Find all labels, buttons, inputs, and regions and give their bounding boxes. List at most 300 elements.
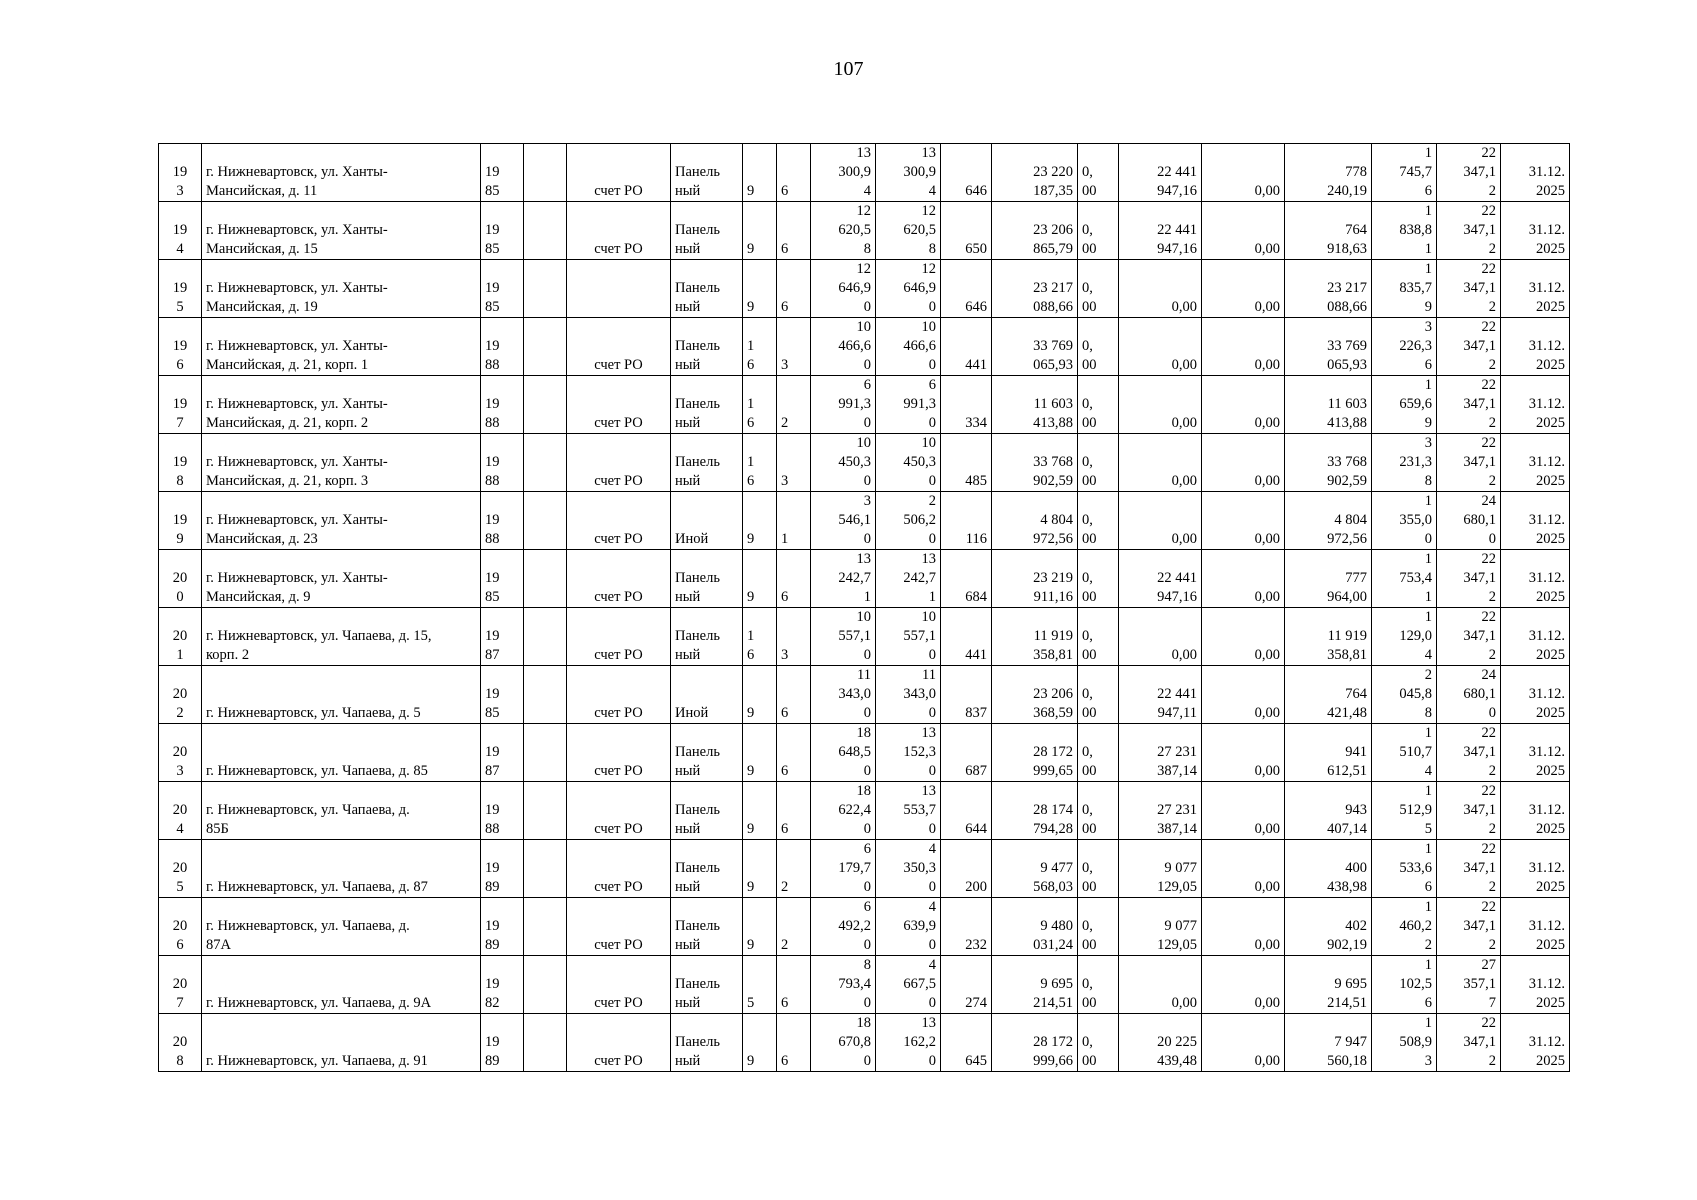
limit-cost-cell: 24 680,1 0 (1437, 666, 1501, 724)
fund-method-cell: счет РО (567, 144, 671, 202)
row-number-cell: 20 3 (159, 724, 202, 782)
blank-cell (524, 724, 567, 782)
cost-budget-cell: 27 231 387,14 (1119, 782, 1202, 840)
cost-fund-cell: 0, 00 (1078, 898, 1119, 956)
row-number-cell: 19 3 (159, 144, 202, 202)
limit-cost-cell: 22 347,1 2 (1437, 1014, 1501, 1072)
fund-method-cell: счет РО (567, 898, 671, 956)
table-row (159, 1014, 1570, 1072)
fund-method-cell: счет РО (567, 840, 671, 898)
fund-method-cell: счет РО (567, 956, 671, 1014)
table-row (159, 550, 1570, 608)
cost-fund-cell: 0, 00 (1078, 666, 1119, 724)
cost-fund-cell: 0, 00 (1078, 1014, 1119, 1072)
cost-fund-cell: 0, 00 (1078, 202, 1119, 260)
blank-cell (524, 376, 567, 434)
total-area-cell: 6 991,3 0 (811, 376, 876, 434)
wall-material-cell: Иной (671, 666, 743, 724)
deadline-cell: 31.12. 2025 (1501, 840, 1570, 898)
fund-method-cell: счет РО (567, 550, 671, 608)
wall-material-cell: Панель ный (671, 724, 743, 782)
cost-owners-cell: 764 918,63 (1285, 202, 1372, 260)
total-cost-cell: 9 477 568,03 (992, 840, 1078, 898)
address-cell: г. Нижневартовск, ул. Чапаева, д. 9А (202, 956, 481, 1014)
residential-area-cell: 4 667,5 0 (876, 956, 941, 1014)
floors-cell: 9 (743, 202, 777, 260)
table-row (159, 724, 1570, 782)
cost-local-cell: 0,00 (1202, 376, 1285, 434)
floors-cell: 9 (743, 782, 777, 840)
total-cost-cell: 23 217 088,66 (992, 260, 1078, 318)
year-built-cell: 19 82 (481, 956, 524, 1014)
address-cell: г. Нижневартовск, ул. Ханты- Мансийская, д. 19 (202, 260, 481, 318)
deadline-cell: 31.12. 2025 (1501, 492, 1570, 550)
table-row (159, 782, 1570, 840)
cost-local-cell: 0,00 (1202, 724, 1285, 782)
cost-fund-cell: 0, 00 (1078, 376, 1119, 434)
total-area-cell: 8 793,4 0 (811, 956, 876, 1014)
year-built-cell: 19 89 (481, 898, 524, 956)
year-built-cell: 19 88 (481, 782, 524, 840)
total-area-cell: 13 242,7 1 (811, 550, 876, 608)
fund-method-cell: счет РО (567, 1014, 671, 1072)
fund-method-cell: счет РО (567, 782, 671, 840)
cost-local-cell: 0,00 (1202, 492, 1285, 550)
residents-cell: 274 (941, 956, 992, 1014)
unit-cost-cell: 1 533,6 6 (1372, 840, 1437, 898)
limit-cost-cell: 22 347,1 2 (1437, 782, 1501, 840)
residential-area-cell: 13 152,3 0 (876, 724, 941, 782)
fund-method-cell: счет РО (567, 492, 671, 550)
residential-area-cell: 6 991,3 0 (876, 376, 941, 434)
limit-cost-cell: 22 347,1 2 (1437, 434, 1501, 492)
deadline-cell: 31.12. 2025 (1501, 550, 1570, 608)
cost-owners-cell: 941 612,51 (1285, 724, 1372, 782)
blank-cell (524, 202, 567, 260)
entrances-cell: 2 (777, 898, 811, 956)
row-number-cell: 20 1 (159, 608, 202, 666)
deadline-cell: 31.12. 2025 (1501, 144, 1570, 202)
limit-cost-cell: 22 347,1 2 (1437, 724, 1501, 782)
fund-method-cell: счет РО (567, 202, 671, 260)
address-cell: г. Нижневартовск, ул. Чапаева, д. 5 (202, 666, 481, 724)
entrances-cell: 2 (777, 376, 811, 434)
residential-area-cell: 4 350,3 0 (876, 840, 941, 898)
residents-cell: 116 (941, 492, 992, 550)
table-row (159, 376, 1570, 434)
total-cost-cell: 28 172 999,66 (992, 1014, 1078, 1072)
limit-cost-cell: 22 347,1 2 (1437, 376, 1501, 434)
total-area-cell: 18 670,8 0 (811, 1014, 876, 1072)
residential-area-cell: 10 557,1 0 (876, 608, 941, 666)
year-built-cell: 19 88 (481, 434, 524, 492)
cost-owners-cell: 402 902,19 (1285, 898, 1372, 956)
row-number-cell: 20 7 (159, 956, 202, 1014)
table-row (159, 318, 1570, 376)
wall-material-cell: Панель ный (671, 376, 743, 434)
row-number-cell: 19 6 (159, 318, 202, 376)
cost-owners-cell: 11 603 413,88 (1285, 376, 1372, 434)
blank-cell (524, 782, 567, 840)
address-cell: г. Нижневартовск, ул. Чапаева, д. 87А (202, 898, 481, 956)
deadline-cell: 31.12. 2025 (1501, 1014, 1570, 1072)
cost-fund-cell: 0, 00 (1078, 550, 1119, 608)
deadline-cell: 31.12. 2025 (1501, 376, 1570, 434)
floors-cell: 9 (743, 898, 777, 956)
cost-local-cell: 0,00 (1202, 434, 1285, 492)
limit-cost-cell: 22 347,1 2 (1437, 202, 1501, 260)
fund-method-cell (567, 260, 671, 318)
address-cell: г. Нижневартовск, ул. Чапаева, д. 15, корп. 2 (202, 608, 481, 666)
cost-fund-cell: 0, 00 (1078, 956, 1119, 1014)
total-cost-cell: 23 206 368,59 (992, 666, 1078, 724)
year-built-cell: 19 89 (481, 840, 524, 898)
wall-material-cell: Панель ный (671, 202, 743, 260)
total-cost-cell: 11 919 358,81 (992, 608, 1078, 666)
unit-cost-cell: 1 355,0 0 (1372, 492, 1437, 550)
deadline-cell: 31.12. 2025 (1501, 724, 1570, 782)
blank-cell (524, 318, 567, 376)
year-built-cell: 19 87 (481, 608, 524, 666)
floors-cell: 5 (743, 956, 777, 1014)
table-row (159, 608, 1570, 666)
wall-material-cell: Панель ный (671, 434, 743, 492)
residential-area-cell: 13 300,9 4 (876, 144, 941, 202)
cost-local-cell: 0,00 (1202, 898, 1285, 956)
address-cell: г. Нижневартовск, ул. Чапаева, д. 91 (202, 1014, 481, 1072)
total-cost-cell: 11 603 413,88 (992, 376, 1078, 434)
residents-cell: 232 (941, 898, 992, 956)
residential-area-cell: 13 553,7 0 (876, 782, 941, 840)
deadline-cell: 31.12. 2025 (1501, 898, 1570, 956)
residential-area-cell: 10 450,3 0 (876, 434, 941, 492)
cost-owners-cell: 11 919 358,81 (1285, 608, 1372, 666)
residential-area-cell: 13 242,7 1 (876, 550, 941, 608)
fund-method-cell: счет РО (567, 608, 671, 666)
cost-budget-cell: 9 077 129,05 (1119, 840, 1202, 898)
total-area-cell: 10 557,1 0 (811, 608, 876, 666)
year-built-cell: 19 88 (481, 376, 524, 434)
row-number-cell: 20 0 (159, 550, 202, 608)
address-cell: г. Нижневартовск, ул. Чапаева, д. 85Б (202, 782, 481, 840)
address-cell: г. Нижневартовск, ул. Чапаева, д. 85 (202, 724, 481, 782)
total-area-cell: 18 622,4 0 (811, 782, 876, 840)
cost-owners-cell: 400 438,98 (1285, 840, 1372, 898)
row-number-cell: 20 8 (159, 1014, 202, 1072)
cost-local-cell: 0,00 (1202, 202, 1285, 260)
blank-cell (524, 144, 567, 202)
floors-cell: 1 6 (743, 608, 777, 666)
year-built-cell: 19 85 (481, 144, 524, 202)
row-number-cell: 19 5 (159, 260, 202, 318)
blank-cell (524, 956, 567, 1014)
cost-owners-cell: 778 240,19 (1285, 144, 1372, 202)
residential-area-cell: 2 506,2 0 (876, 492, 941, 550)
wall-material-cell: Иной (671, 492, 743, 550)
total-cost-cell: 28 172 999,65 (992, 724, 1078, 782)
total-area-cell: 3 546,1 0 (811, 492, 876, 550)
address-cell: г. Нижневартовск, ул. Ханты- Мансийская, д. 11 (202, 144, 481, 202)
table-row (159, 434, 1570, 492)
year-built-cell: 19 85 (481, 550, 524, 608)
deadline-cell: 31.12. 2025 (1501, 608, 1570, 666)
table-row (159, 840, 1570, 898)
row-number-cell: 19 8 (159, 434, 202, 492)
total-area-cell: 12 646,9 0 (811, 260, 876, 318)
fund-method-cell: счет РО (567, 376, 671, 434)
total-cost-cell: 23 206 865,79 (992, 202, 1078, 260)
unit-cost-cell: 1 512,9 5 (1372, 782, 1437, 840)
residents-cell: 441 (941, 318, 992, 376)
year-built-cell: 19 85 (481, 202, 524, 260)
deadline-cell: 31.12. 2025 (1501, 434, 1570, 492)
cost-fund-cell: 0, 00 (1078, 434, 1119, 492)
wall-material-cell: Панель ный (671, 318, 743, 376)
row-number-cell: 20 5 (159, 840, 202, 898)
total-area-cell: 12 620,5 8 (811, 202, 876, 260)
wall-material-cell: Панель ный (671, 608, 743, 666)
table-row (159, 898, 1570, 956)
deadline-cell: 31.12. 2025 (1501, 956, 1570, 1014)
cost-local-cell: 0,00 (1202, 608, 1285, 666)
year-built-cell: 19 89 (481, 1014, 524, 1072)
residents-cell: 200 (941, 840, 992, 898)
row-number-cell: 20 2 (159, 666, 202, 724)
cost-budget-cell: 0,00 (1119, 318, 1202, 376)
total-area-cell: 11 343,0 0 (811, 666, 876, 724)
cost-fund-cell: 0, 00 (1078, 318, 1119, 376)
floors-cell: 1 6 (743, 318, 777, 376)
cost-budget-cell: 0,00 (1119, 956, 1202, 1014)
residents-cell: 837 (941, 666, 992, 724)
table-row (159, 492, 1570, 550)
floors-cell: 1 6 (743, 376, 777, 434)
fund-method-cell: счет РО (567, 434, 671, 492)
address-cell: г. Нижневартовск, ул. Ханты- Мансийская, д. 9 (202, 550, 481, 608)
cost-budget-cell: 22 441 947,16 (1119, 144, 1202, 202)
entrances-cell: 3 (777, 434, 811, 492)
unit-cost-cell: 1 102,5 6 (1372, 956, 1437, 1014)
address-cell: г. Нижневартовск, ул. Ханты- Мансийская, д. 21, корп. 1 (202, 318, 481, 376)
residents-cell: 650 (941, 202, 992, 260)
wall-material-cell: Панель ный (671, 782, 743, 840)
residents-cell: 441 (941, 608, 992, 666)
unit-cost-cell: 3 226,3 6 (1372, 318, 1437, 376)
blank-cell (524, 492, 567, 550)
row-number-cell: 19 4 (159, 202, 202, 260)
cost-local-cell: 0,00 (1202, 1014, 1285, 1072)
entrances-cell: 6 (777, 1014, 811, 1072)
cost-owners-cell: 33 769 065,93 (1285, 318, 1372, 376)
floors-cell: 9 (743, 260, 777, 318)
cost-fund-cell: 0, 00 (1078, 260, 1119, 318)
cost-fund-cell: 0, 00 (1078, 724, 1119, 782)
address-cell: г. Нижневартовск, ул. Чапаева, д. 87 (202, 840, 481, 898)
blank-cell (524, 608, 567, 666)
residential-area-cell: 13 162,2 0 (876, 1014, 941, 1072)
limit-cost-cell: 24 680,1 0 (1437, 492, 1501, 550)
residents-cell: 485 (941, 434, 992, 492)
residents-cell: 645 (941, 1014, 992, 1072)
table-row (159, 956, 1570, 1014)
wall-material-cell: Панель ный (671, 260, 743, 318)
unit-cost-cell: 1 659,6 9 (1372, 376, 1437, 434)
cost-fund-cell: 0, 00 (1078, 492, 1119, 550)
cost-local-cell: 0,00 (1202, 666, 1285, 724)
deadline-cell: 31.12. 2025 (1501, 260, 1570, 318)
residents-cell: 334 (941, 376, 992, 434)
cost-owners-cell: 4 804 972,56 (1285, 492, 1372, 550)
cost-budget-cell: 0,00 (1119, 376, 1202, 434)
total-area-cell: 18 648,5 0 (811, 724, 876, 782)
total-cost-cell: 23 219 911,16 (992, 550, 1078, 608)
cost-budget-cell: 9 077 129,05 (1119, 898, 1202, 956)
unit-cost-cell: 1 508,9 3 (1372, 1014, 1437, 1072)
address-cell: г. Нижневартовск, ул. Ханты- Мансийская, д. 21, корп. 2 (202, 376, 481, 434)
deadline-cell: 31.12. 2025 (1501, 202, 1570, 260)
limit-cost-cell: 22 347,1 2 (1437, 898, 1501, 956)
total-area-cell: 10 466,6 0 (811, 318, 876, 376)
row-number-cell: 20 4 (159, 782, 202, 840)
year-built-cell: 19 85 (481, 260, 524, 318)
unit-cost-cell: 1 510,7 4 (1372, 724, 1437, 782)
unit-cost-cell: 1 753,4 1 (1372, 550, 1437, 608)
total-cost-cell: 9 695 214,51 (992, 956, 1078, 1014)
entrances-cell: 1 (777, 492, 811, 550)
residential-area-cell: 11 343,0 0 (876, 666, 941, 724)
address-cell: г. Нижневартовск, ул. Ханты- Мансийская, д. 15 (202, 202, 481, 260)
unit-cost-cell: 1 745,7 6 (1372, 144, 1437, 202)
housing-registry-table (158, 143, 1570, 1072)
blank-cell (524, 840, 567, 898)
entrances-cell: 6 (777, 956, 811, 1014)
residents-cell: 646 (941, 260, 992, 318)
unit-cost-cell: 3 231,3 8 (1372, 434, 1437, 492)
total-cost-cell: 9 480 031,24 (992, 898, 1078, 956)
unit-cost-cell: 1 838,8 1 (1372, 202, 1437, 260)
cost-local-cell: 0,00 (1202, 318, 1285, 376)
total-area-cell: 10 450,3 0 (811, 434, 876, 492)
table-row (159, 666, 1570, 724)
entrances-cell: 6 (777, 782, 811, 840)
cost-local-cell: 0,00 (1202, 144, 1285, 202)
fund-method-cell: счет РО (567, 666, 671, 724)
entrances-cell: 6 (777, 724, 811, 782)
total-cost-cell: 4 804 972,56 (992, 492, 1078, 550)
cost-fund-cell: 0, 00 (1078, 840, 1119, 898)
limit-cost-cell: 22 347,1 2 (1437, 840, 1501, 898)
cost-owners-cell: 764 421,48 (1285, 666, 1372, 724)
floors-cell: 9 (743, 144, 777, 202)
cost-owners-cell: 9 695 214,51 (1285, 956, 1372, 1014)
total-area-cell: 13 300,9 4 (811, 144, 876, 202)
wall-material-cell: Панель ный (671, 1014, 743, 1072)
cost-owners-cell: 943 407,14 (1285, 782, 1372, 840)
floors-cell: 9 (743, 1014, 777, 1072)
cost-owners-cell: 33 768 902,59 (1285, 434, 1372, 492)
blank-cell (524, 666, 567, 724)
floors-cell: 1 6 (743, 434, 777, 492)
cost-local-cell: 0,00 (1202, 782, 1285, 840)
table-row (159, 260, 1570, 318)
wall-material-cell: Панель ный (671, 550, 743, 608)
fund-method-cell: счет РО (567, 318, 671, 376)
entrances-cell: 6 (777, 260, 811, 318)
entrances-cell: 3 (777, 608, 811, 666)
cost-fund-cell: 0, 00 (1078, 608, 1119, 666)
limit-cost-cell: 22 347,1 2 (1437, 144, 1501, 202)
residents-cell: 646 (941, 144, 992, 202)
unit-cost-cell: 2 045,8 8 (1372, 666, 1437, 724)
cost-owners-cell: 23 217 088,66 (1285, 260, 1372, 318)
floors-cell: 9 (743, 492, 777, 550)
residents-cell: 684 (941, 550, 992, 608)
cost-budget-cell: 22 441 947,16 (1119, 550, 1202, 608)
floors-cell: 9 (743, 550, 777, 608)
cost-local-cell: 0,00 (1202, 840, 1285, 898)
entrances-cell: 6 (777, 666, 811, 724)
entrances-cell: 2 (777, 840, 811, 898)
deadline-cell: 31.12. 2025 (1501, 318, 1570, 376)
blank-cell (524, 550, 567, 608)
total-cost-cell: 33 769 065,93 (992, 318, 1078, 376)
blank-cell (524, 434, 567, 492)
cost-budget-cell: 0,00 (1119, 434, 1202, 492)
cost-owners-cell: 7 947 560,18 (1285, 1014, 1372, 1072)
table-row (159, 144, 1570, 202)
page-number: 107 (833, 58, 864, 80)
cost-budget-cell: 0,00 (1119, 492, 1202, 550)
residential-area-cell: 12 620,5 8 (876, 202, 941, 260)
row-number-cell: 19 9 (159, 492, 202, 550)
deadline-cell: 31.12. 2025 (1501, 666, 1570, 724)
limit-cost-cell: 22 347,1 2 (1437, 608, 1501, 666)
blank-cell (524, 898, 567, 956)
cost-budget-cell: 27 231 387,14 (1119, 724, 1202, 782)
limit-cost-cell: 27 357,1 7 (1437, 956, 1501, 1014)
year-built-cell: 19 85 (481, 666, 524, 724)
wall-material-cell: Панель ный (671, 840, 743, 898)
residential-area-cell: 12 646,9 0 (876, 260, 941, 318)
entrances-cell: 3 (777, 318, 811, 376)
total-cost-cell: 33 768 902,59 (992, 434, 1078, 492)
cost-fund-cell: 0, 00 (1078, 782, 1119, 840)
unit-cost-cell: 1 129,0 4 (1372, 608, 1437, 666)
wall-material-cell: Панель ный (671, 144, 743, 202)
floors-cell: 9 (743, 840, 777, 898)
address-cell: г. Нижневартовск, ул. Ханты- Мансийская, д. 21, корп. 3 (202, 434, 481, 492)
cost-local-cell: 0,00 (1202, 956, 1285, 1014)
residential-area-cell: 10 466,6 0 (876, 318, 941, 376)
total-cost-cell: 23 220 187,35 (992, 144, 1078, 202)
unit-cost-cell: 1 460,2 2 (1372, 898, 1437, 956)
residential-area-cell: 4 639,9 0 (876, 898, 941, 956)
year-built-cell: 19 88 (481, 492, 524, 550)
blank-cell (524, 260, 567, 318)
cost-owners-cell: 777 964,00 (1285, 550, 1372, 608)
entrances-cell: 6 (777, 202, 811, 260)
residents-cell: 687 (941, 724, 992, 782)
cost-budget-cell: 0,00 (1119, 608, 1202, 666)
floors-cell: 9 (743, 724, 777, 782)
cost-budget-cell: 20 225 439,48 (1119, 1014, 1202, 1072)
address-cell: г. Нижневартовск, ул. Ханты- Мансийская, д. 23 (202, 492, 481, 550)
cost-local-cell: 0,00 (1202, 260, 1285, 318)
wall-material-cell: Панель ный (671, 956, 743, 1014)
row-number-cell: 19 7 (159, 376, 202, 434)
cost-budget-cell: 22 441 947,16 (1119, 202, 1202, 260)
deadline-cell: 31.12. 2025 (1501, 782, 1570, 840)
